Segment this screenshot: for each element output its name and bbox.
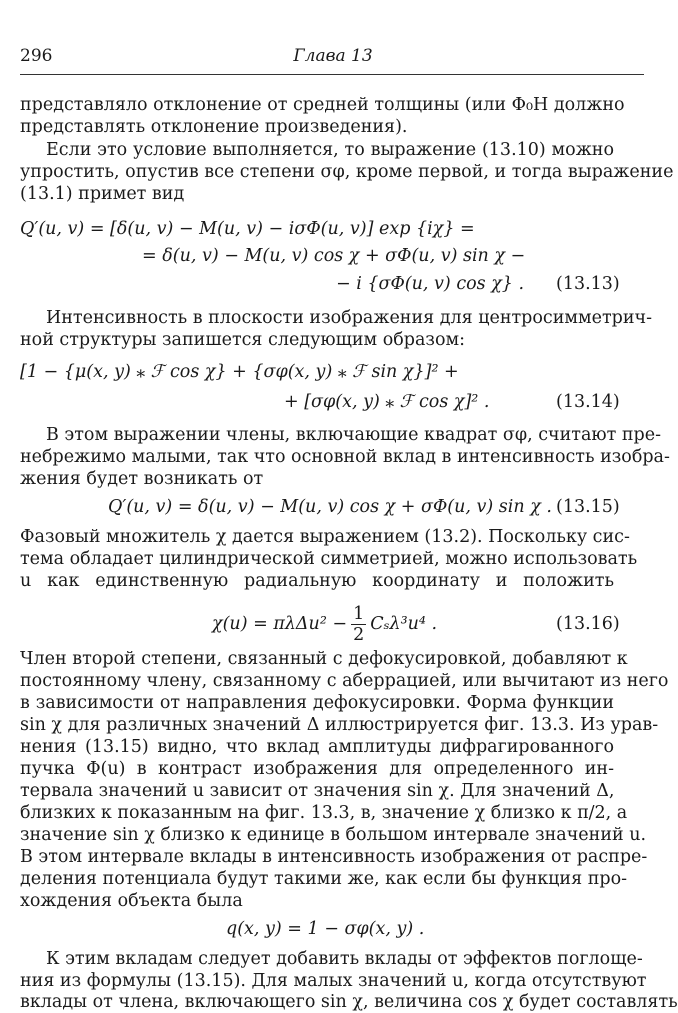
- equation-q: q(x, y) = 1 − σφ(x, y) .: [226, 919, 425, 939]
- header-rule: [20, 74, 644, 75]
- text-line: u как единственную радиальную координату и положить: [20, 571, 614, 591]
- fraction-numerator: 1: [353, 604, 365, 624]
- text-line: тервала значений u зависит от значения sin χ. Для значений Δ,: [20, 781, 615, 801]
- equation-13-13-line1: Q′(u, v) = [δ(u, v) − M(u, v) − iσΦ(u, v)] exp {iχ} =: [20, 219, 475, 239]
- equation-13-15: Q′(u, v) = δ(u, v) − M(u, v) cos χ + σΦ(u, v) sin χ .: [108, 497, 552, 517]
- text-line: ния из формулы (13.15). Для малых значений u, когда отсутствуют: [20, 971, 647, 991]
- page-number: 296: [20, 46, 53, 66]
- text-line: значение sin χ близко к единице в большом интервале значений u.: [20, 825, 647, 845]
- text-line: в зависимости от направления дефокусировки. Форма функции: [20, 693, 614, 713]
- text-line: Если это условие выполняется, то выражение (13.10) можно: [46, 140, 614, 160]
- text-line: представляло отклонение от средней толщины (или Φ₀H должно: [20, 95, 625, 115]
- text-line: К этим вкладам следует добавить вклады от эффектов поглоще-: [46, 949, 643, 969]
- text-line: (13.1) примет вид: [20, 184, 185, 204]
- text-line: деления потенциала будут такими же, как если бы функция про-: [20, 869, 628, 889]
- text-line: Фазовый множитель χ дается выражением (13.2). Поскольку сис-: [20, 527, 630, 547]
- text-line: пучка Φ(u) в контраст изображения для определенного ин-: [20, 759, 614, 779]
- text-line: тема обладает цилиндрической симметрией, можно использовать: [20, 549, 638, 569]
- text-line: хождения объекта была: [20, 891, 243, 911]
- text-line: sin χ для различных значений Δ иллюстрируется фиг. 13.3. Из урав-: [20, 715, 659, 735]
- equation-number: (13.14): [556, 392, 620, 412]
- equation-number: (13.16): [556, 614, 620, 634]
- text-line: Член второй степени, связанный с дефокусировкой, добавляют к: [20, 649, 628, 669]
- equation-13-14-line1: [1 − {μ(x, y) ⁎ ℱ cos χ} + {σφ(x, y) ⁎ ℱ sin χ}]² +: [20, 362, 459, 382]
- chapter-title: Глава 13: [293, 46, 373, 66]
- text-line: упростить, опустив все степени σφ, кроме первой, и тогда выражение: [20, 162, 674, 182]
- text-line: близких к показанным на фиг. 13.3, в, значение χ близко к π/2, а: [20, 803, 628, 823]
- equation-13-16-left: χ(u) = πλΔu² −: [212, 614, 348, 634]
- equation-13-13-line3: − i {σΦ(u, v) cos χ} .: [336, 274, 525, 294]
- fraction-one-half: [351, 604, 366, 645]
- equation-13-16-right: Cₛλ³u⁴ .: [370, 614, 438, 634]
- text-line: нения (13.15) видно, что вклад амплитуды дифрагированного: [20, 737, 614, 757]
- text-line: Интенсивность в плоскости изображения для центросимметрич-: [46, 308, 652, 328]
- text-line: постоянному члену, связанному с аберрацией, или вычитают из него: [20, 671, 669, 691]
- text-line: В этом выражении члены, включающие квадрат σφ, считают пре-: [46, 425, 662, 445]
- equation-13-16: [212, 604, 437, 645]
- fraction-denominator: 2: [353, 625, 365, 645]
- text-line: небрежимо малыми, так что основной вклад в интенсивность изобра-: [20, 447, 670, 467]
- text-line: В этом интервале вклады в интенсивность изображения от распре-: [20, 847, 648, 867]
- equation-number: (13.15): [556, 497, 620, 517]
- equation-13-14-line2: + [σφ(x, y) ⁎ ℱ cos χ]² .: [284, 392, 490, 412]
- text-line: вклады от члена, включающего sin χ, величина cos χ будет составлять: [20, 992, 678, 1012]
- text-line: представлять отклонение произведения).: [20, 117, 408, 137]
- equation-13-13-line2: = δ(u, v) − M(u, v) cos χ + σΦ(u, v) sin χ −: [142, 246, 526, 266]
- text-line: жения будет возникать от: [20, 469, 264, 489]
- equation-number: (13.13): [556, 274, 620, 294]
- text-line: ной структуры запишется следующим образом:: [20, 330, 466, 350]
